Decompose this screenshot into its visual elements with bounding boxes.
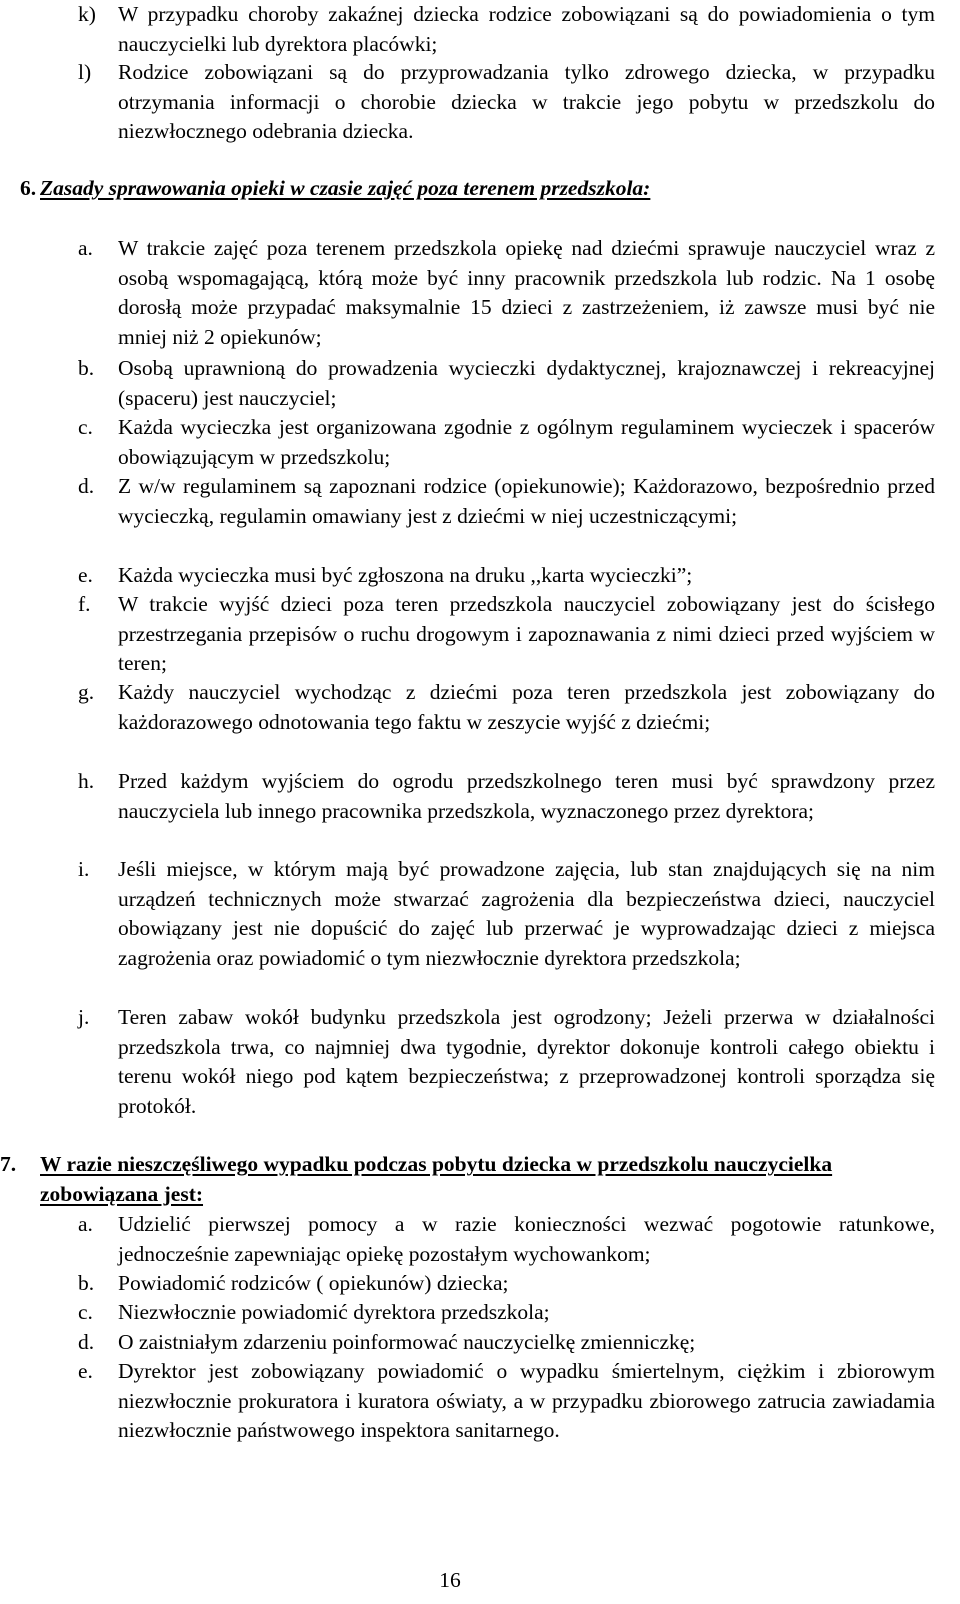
list-marker: c. — [78, 415, 93, 439]
page-number: 16 — [439, 1568, 461, 1592]
list-marker: h. — [78, 769, 95, 793]
s6-item-e — [78, 561, 935, 591]
list-item-text: Jeśli miejsce, w którym mają być prowadzone zajęcia, lub stan znajdujących się na nim urządzeń technicznych może stwarzać zagrożenia dla bezpieczeństwa dzieci, nauczyciel obowiązany jest nie dopuścić do zajęć lub przerwać je wyprowadzając dzieci z miejsca zagrożenia oraz powiadomić o tym niezwłocznie dyrektora przedszkola; — [118, 857, 935, 970]
s6-item-h — [78, 767, 935, 826]
list-item-text: Niezwłocznie powiadomić dyrektora przedszkola; — [118, 1300, 550, 1324]
list-item-text: Przed każdym wyjściem do ogrodu przedszkolnego teren musi być sprawdzony przez nauczyciela lub innego pracownika przedszkola, wyznaczonego przez dyrektora; — [118, 769, 935, 823]
section-title: Zasady sprawowania opieki w czasie zajęć poza terenem przedszkola: — [40, 176, 651, 200]
list-item-text: Każda wycieczka musi być zgłoszona na druku ,,karta wycieczki”; — [118, 563, 693, 587]
s6-item-c — [78, 413, 935, 472]
s7-item-d — [78, 1328, 935, 1358]
s7-item-a — [78, 1210, 935, 1269]
list-marker: a. — [78, 236, 93, 260]
list-marker: g. — [78, 680, 95, 704]
list-item-text: Każda wycieczka jest organizowana zgodnie z ogólnym regulaminem wycieczek i spacerów obowiązującym w przedszkolu; — [118, 415, 935, 469]
list-marker: j. — [78, 1005, 90, 1029]
list-marker: c. — [78, 1300, 93, 1324]
list-item-text: W przypadku choroby zakaźnej dziecka rodzice zobowiązani są do powiadomienia o tym nauczycielki lub dyrektora placówki; — [118, 2, 935, 56]
list-item-text: O zaistniałym zdarzeniu poinformować nauczycielkę zmienniczkę; — [118, 1330, 696, 1354]
section-number: 7. — [0, 1152, 17, 1176]
section-7-heading — [0, 1150, 900, 1209]
list-marker: b. — [78, 1271, 95, 1295]
list-item-text: Każdy nauczyciel wychodząc z dziećmi poza teren przedszkola jest zobowiązany do każdorazowego odnotowania tego faktu w zeszycie wyjść z dziećmi; — [118, 680, 935, 734]
list-item-text: W trakcie wyjść dzieci poza teren przedszkola nauczyciel zobowiązany jest do ścisłego przestrzegania przepisów o ruchu drogowym i zapoznawania z nimi dzieci przed wyjściem w teren; — [118, 592, 935, 676]
list-item-text: Rodzice zobowiązani są do przyprowadzania tylko zdrowego dziecka, w przypadku otrzymania informacji o chorobie dziecka w trakcie jego pobytu w przedszkolu do niezwłocznego odebrania dziecka. — [118, 60, 935, 144]
list-marker: b. — [78, 356, 95, 380]
s7-item-e — [78, 1357, 935, 1446]
s6-item-j — [78, 1003, 935, 1121]
list-marker: d. — [78, 474, 95, 498]
s6-item-f — [78, 590, 935, 679]
s7-item-b — [78, 1269, 935, 1299]
list-marker: a. — [78, 1212, 93, 1236]
section-title: W razie nieszczęśliwego wypadku podczas pobytu dziecka w przedszkolu nauczycielka zobowiązana jest: — [40, 1152, 833, 1206]
list-marker: d. — [78, 1330, 95, 1354]
list-marker: e. — [78, 1359, 93, 1383]
list-item-text: Powiadomić rodziców ( opiekunów) dziecka; — [118, 1271, 509, 1295]
list-item-text: Osobą uprawnioną do prowadzenia wycieczki dydaktycznej, krajoznawczej i rekreacyjnej (spaceru) jest nauczyciel; — [118, 356, 935, 410]
list-item-text: Z w/w regulaminem są zapoznani rodzice (opiekunowie); Każdorazowo, bezpośrednio przed wycieczką, regulamin omawiany jest z dziećmi w niej uczestniczącymi; — [118, 474, 935, 528]
list-item-text: Dyrektor jest zobowiązany powiadomić o wypadku śmiertelnym, ciężkim i zbiorowym niezwłocznie prokuratora i kuratora oświaty, a w przypadku zbiorowego zatrucia zawiadamia niezwłocznie państwowego inspektora sanitarnego. — [118, 1359, 935, 1443]
s6-item-g — [78, 678, 935, 737]
list-marker: l) — [78, 60, 92, 84]
s6-item-b — [78, 354, 935, 413]
list-marker: k) — [78, 2, 96, 26]
s6-item-a — [78, 234, 935, 352]
list-item-k — [78, 0, 935, 59]
s6-item-d — [78, 472, 935, 531]
list-marker: f. — [78, 592, 91, 616]
s6-item-i — [78, 855, 935, 973]
list-item-text: Udzielić pierwszej pomocy a w razie konieczności wezwać pogotowie ratunkowe, jednocześnie zapewniając opiekę pozostałym wychowankom; — [118, 1212, 935, 1266]
section-number: 6. — [20, 176, 37, 200]
list-item-text: Teren zabaw wokół budynku przedszkola jest ogrodzony; Jeżeli przerwa w działalności przedszkola trwa, co najmniej dwa tygodnie, dyrektor dokonuje kontroli całego obiektu i terenu wokół niego pod kątem bezpieczeństwa; z przeprowadzonej kontroli sporządza się protokół. — [118, 1005, 935, 1118]
section-6-heading — [20, 174, 650, 204]
list-item-text: W trakcie zajęć poza terenem przedszkola opiekę nad dziećmi sprawuje nauczyciel wraz z osobą wspomagającą, którą może być inny pracownik przedszkola lub rodzic. Na 1 osobę dorosłą może przypadać maksymalnie 15 dzieci z zastrzeżeniem, iż zawsze musi być nie mniej niż 2 opiekunów; — [118, 236, 935, 349]
list-marker: e. — [78, 563, 93, 587]
list-marker: i. — [78, 857, 90, 881]
list-item-l — [78, 58, 935, 147]
s7-item-c — [78, 1298, 935, 1328]
